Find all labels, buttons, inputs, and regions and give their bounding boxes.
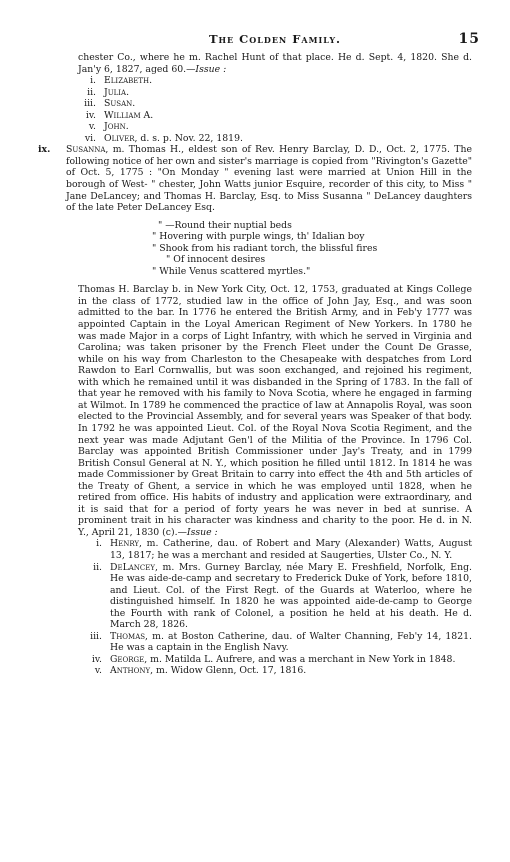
item-number: vi.: [84, 132, 96, 144]
list-item: [78, 75, 472, 87]
biography-issue-label: —Issue :: [177, 526, 218, 538]
child-name: Henry,: [110, 538, 142, 550]
running-head: [78, 31, 480, 52]
list-item: [78, 110, 472, 122]
intro-paragraph: [78, 52, 472, 75]
page-number: 15: [458, 31, 480, 47]
item-number: v.: [94, 665, 102, 677]
item-number: i.: [90, 75, 96, 87]
intro-issue-label: —Issue :: [186, 63, 227, 75]
item-number: v.: [88, 121, 96, 133]
list-item: [78, 98, 472, 110]
page-body: [38, 52, 472, 677]
children-list-first: [78, 75, 472, 144]
item-number: iv.: [91, 653, 102, 665]
list-item: [78, 665, 472, 677]
list-item: [78, 631, 472, 654]
list-item: [78, 562, 472, 631]
child-detail: m. Matilda L. Aufrere, and was a merchant in New York in 1848.: [147, 653, 456, 665]
children-list-second: [78, 538, 472, 677]
list-item: [78, 654, 472, 666]
child-name: DeLancey,: [110, 561, 158, 573]
item-number: ii.: [87, 86, 96, 98]
child-name: William A.: [104, 109, 154, 121]
biography-paragraph: [78, 284, 472, 538]
list-item: [78, 538, 472, 561]
entry-number: ix.: [38, 144, 51, 156]
poem-line: " —Round their nuptial beds: [158, 219, 292, 231]
child-detail: m. at Boston Catherine, dau. of Walter Channing, Feb'y 14, 1821. He was a captain in the English Navy.: [110, 630, 472, 654]
child-detail: m. Widow Glenn, Oct. 17, 1816.: [153, 665, 307, 677]
biography-text: Thomas H. Barclay b. in New York City, Oct. 12, 1753, graduated at Kings College in the class of 1772, studied law in the office of John Jay, Esq., and was soon admitted to the bar. In 1776 he entered the British Army, and in Feb'y 1777 was appointed Captain in the Loyal American Regiment of New Yorkers. In 1780 he was made Major in a corps of Light Infantry, with which he served in Virginia and Carolina; was taken prisoner by the French Fleet under the Count De Grasse, while on his way from Charleston to the Chesapeake with despatches from Lord Rawdon to Earl Cornwallis, but was soon exchanged, and rejoined his regiment, with which he remained until it was disbanded in the Spring of 1783. In the fall of that year he removed with his family to Nova Scotia, where he engaged in farming at Wilmot. In 1789 he commenced the practice of law at Annapolis Royal, was soon elected to the Provincial Assembly, and for several years was Speaker of that body. In 1792 he was appointed Lieut. Col. of the Royal Nova Scotia Regiment, and the next year was made Adjutant Gen'l of the Militia of the Province. In 1796 Col. Barclay was appointed British Commissioner under Jay's Treaty, and in 1799 British Consul General at N. Y., which position he filled until 1812. In 1814 he was made Commissioner by Great Britain to carry into effect the 4th and 5th articles of the Treaty of Ghent, a service in which he was employed until 1828, when he retired from office. His habits of industry and application were extraordinary, and it is said that for a period of forty years he was never in bed at sunrise. A prominent trait in his character was kindness and charity to the poor. He d. in N. Y., April 21, 1830 (c).: [78, 284, 472, 538]
list-item: [78, 121, 472, 133]
child-detail: m. Mrs. Gurney Barclay, née Mary E. Freshfield, Norfolk, Eng. He was aide-de-camp and secretary to Frederick Duke of York, before 1810, and Lieut. Col. of the First Regt. of the Guards at Waterloo, where he distinguished himself. In 1820 he was appointed aide-de-camp to George the Fourth with rank of Colonel, a position he held at his death. He d. March 28, 1826.: [110, 561, 472, 631]
list-item: [78, 87, 472, 99]
entry-name: Susanna,: [66, 144, 109, 156]
page-title: The Colden Family.: [208, 32, 342, 46]
item-number: iii.: [84, 98, 96, 110]
item-number: ii.: [93, 561, 102, 573]
child-name: Elizabeth.: [104, 75, 153, 87]
intro-text: chester Co., where he m. Rachel Hunt of that place. He d. Sept. 4, 1820. She d. Jan'y 6, 1827, aged 60.: [78, 52, 472, 75]
poem-line: " While Venus scattered myrtles.": [152, 265, 311, 277]
poem-line: " Shook from his radiant torch, the blissful fires: [152, 242, 378, 254]
child-name: George,: [110, 653, 148, 665]
item-number: i.: [96, 538, 102, 550]
entry-ix: [38, 144, 472, 213]
poem-line: " Of innocent desires: [166, 254, 266, 266]
child-name: Julia.: [104, 86, 130, 98]
child-detail: m. Catherine, dau. of Robert and Mary (Alexander) Watts, August 13, 1817; he was a merchant and resided at Saugerties, Ulster Co., N. Y.: [110, 538, 472, 561]
child-name: Susan.: [104, 98, 136, 110]
poem-line: " Hovering with purple wings, th' Idalian boy: [152, 231, 365, 243]
item-number: iii.: [90, 630, 102, 642]
poem-quote: [152, 220, 472, 278]
item-number: iv.: [85, 109, 96, 121]
child-name: Oliver,: [104, 132, 138, 144]
child-name: Anthony,: [110, 665, 154, 677]
child-name: John.: [104, 121, 129, 133]
list-item: [78, 133, 472, 145]
entry-text: m. Thomas H., eldest son of Rev. Henry Barclay, D. D., Oct. 2, 1775. The following notice of her own and sister's marriage is copied from "Rivington's Gazette" of Oct. 5, 1775 : "On Monday " evening last were married at Union Hill in the borough of West- " chester, John Watts junior Esquire, recorder of this city, to Miss " Jane DeLancey; and Thomas H. Barclay, Esq. to Miss Susanna " DeLancey daughters of the late Peter DeLancey Esq.: [66, 144, 472, 214]
child-name: Thomas,: [110, 630, 149, 642]
child-detail: d. s. p. Nov. 22, 1819.: [137, 132, 243, 144]
